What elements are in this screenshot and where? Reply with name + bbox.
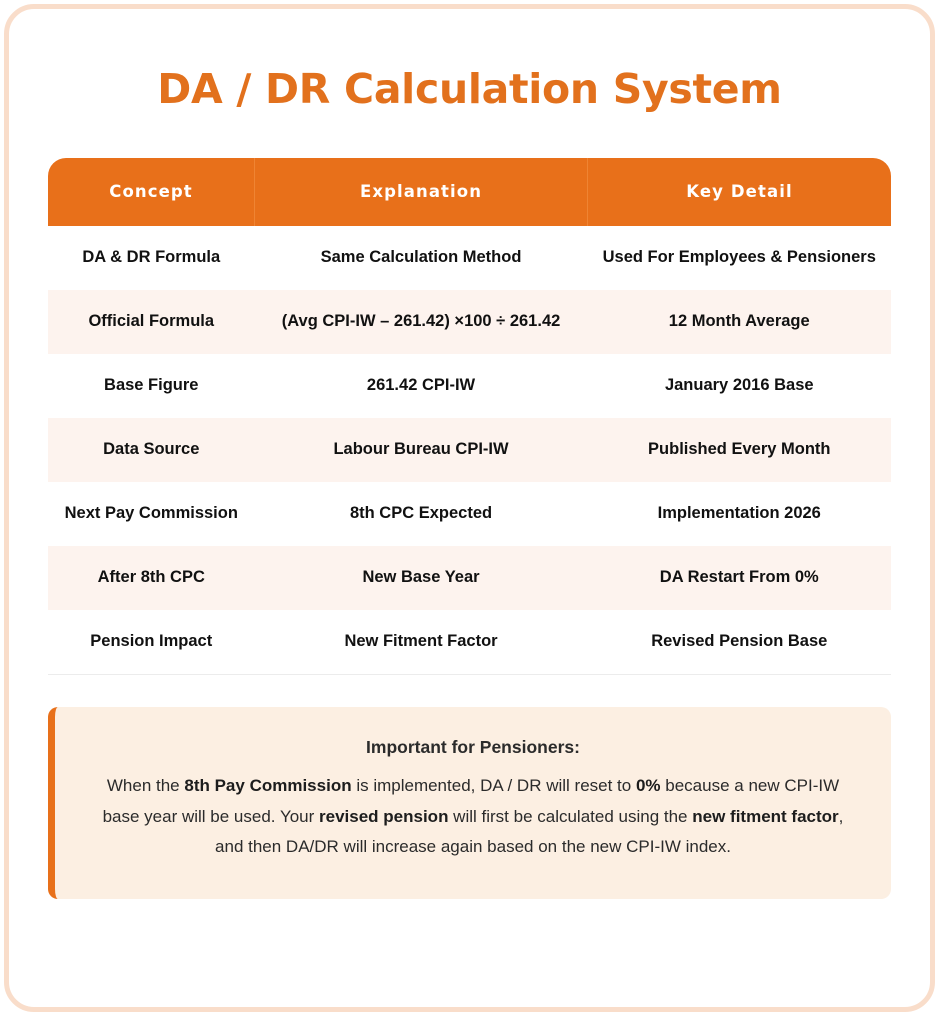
callout-text-4: will first be calculated using the xyxy=(448,806,693,826)
cell-concept: Base Figure xyxy=(104,375,199,394)
callout-bold-zero-percent: 0% xyxy=(635,775,661,795)
pensioners-callout xyxy=(48,707,891,900)
cell-explanation: New Base Year xyxy=(255,546,588,610)
cell-key-detail: Revised Pension Base xyxy=(588,610,891,674)
cell-key-detail: Used For Employees & Pensioners xyxy=(602,248,876,267)
column-header-explanation: Explanation xyxy=(255,158,588,226)
callout-bold-revised-pension: revised pension xyxy=(319,806,449,826)
table-row xyxy=(48,546,891,610)
cell-concept: DA & DR Formula xyxy=(82,248,221,267)
callout-text-2: is implemented, DA / DR will reset to xyxy=(351,775,636,795)
cell-explanation: Labour Bureau CPI-IW xyxy=(255,418,588,482)
cell-concept: After 8th CPC xyxy=(48,546,255,610)
table-row xyxy=(48,482,891,546)
cell-concept: Data Source xyxy=(48,418,255,482)
table-row xyxy=(48,354,891,418)
cell-key-detail: January 2016 Base xyxy=(664,375,814,394)
table-header xyxy=(48,158,891,226)
callout-title: Important for Pensioners: xyxy=(366,736,580,757)
cell-key-detail: Implementation 2026 xyxy=(657,503,821,522)
table-row xyxy=(48,610,891,674)
table-row xyxy=(48,290,891,354)
cell-key-detail: DA Restart From 0% xyxy=(588,546,891,610)
cell-key-detail: Published Every Month xyxy=(588,418,891,482)
infographic-card xyxy=(4,4,935,1012)
table-row xyxy=(48,418,891,482)
table-body xyxy=(48,226,891,674)
callout-bold-8th-pay-commission: 8th Pay Commission xyxy=(184,775,352,795)
cell-key-detail: 12 Month Average xyxy=(588,290,891,354)
callout-bold-new-fitment-factor: new fitment factor xyxy=(692,806,839,826)
cell-concept: Next Pay Commission xyxy=(64,503,238,522)
cell-explanation: Same Calculation Method xyxy=(320,248,522,267)
column-header-concept: Concept xyxy=(48,158,255,226)
callout-text-5: , and then DA/DR will increase again based on the new CPI-IW index. xyxy=(215,806,844,857)
callout-text-3: because a new CPI-IW base year will be used. Your xyxy=(102,775,840,826)
cell-explanation: New Fitment Factor xyxy=(255,610,588,674)
cell-concept: Official Formula xyxy=(48,290,255,354)
cell-explanation: 261.42 CPI-IW xyxy=(366,375,476,394)
cell-explanation: 8th CPC Expected xyxy=(349,503,493,522)
page-title: DA / DR Calculation System xyxy=(157,65,782,113)
calculation-table xyxy=(48,158,891,674)
cell-explanation-formula: (Avg CPI-IW – 261.42) ×100 ÷ 261.42 xyxy=(255,290,588,354)
column-header-key-detail: Key Detail xyxy=(588,158,891,226)
table-row xyxy=(48,226,891,290)
callout-text-1: When the xyxy=(106,775,185,795)
table-header-row xyxy=(48,158,891,226)
cell-concept: Pension Impact xyxy=(48,610,255,674)
calculation-table-wrapper xyxy=(48,158,891,674)
callout-body xyxy=(89,771,857,864)
